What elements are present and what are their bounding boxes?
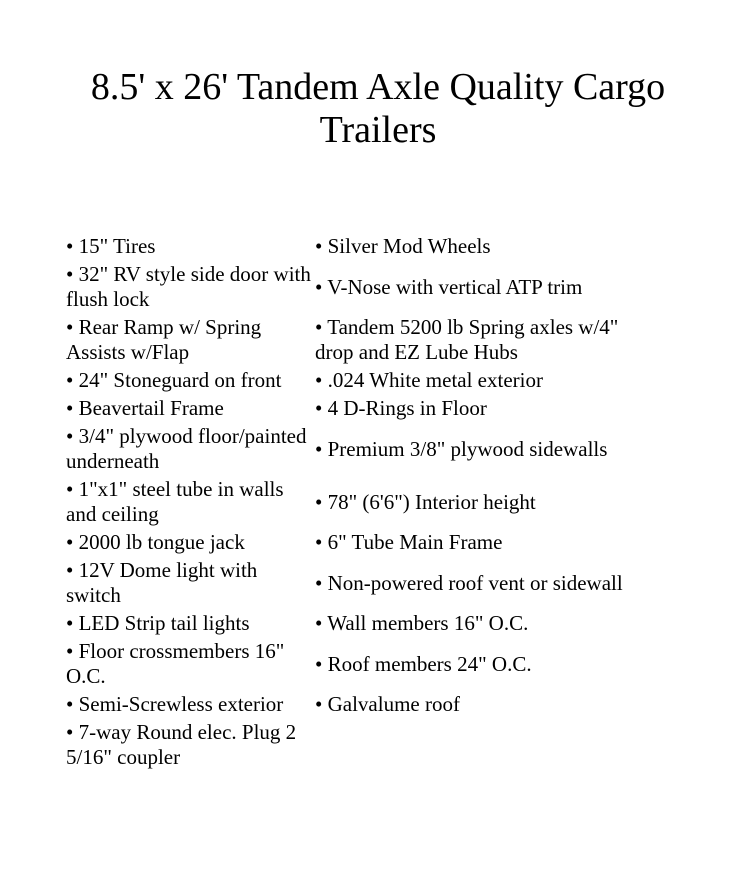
feature-cell-left [66, 422, 315, 475]
page-title: 8.5' x 26' Tandem Axle Quality Cargo Trailers [90, 66, 666, 151]
features-table-body [66, 232, 630, 771]
feature-cell-right [315, 556, 630, 609]
bullet-icon: • [315, 368, 323, 392]
bullet-icon: • [315, 489, 323, 514]
bullet-icon: • [315, 234, 323, 258]
bullet-icon: • [66, 639, 74, 663]
feature-cell-left [66, 528, 315, 556]
feature-cell-right [315, 232, 630, 260]
feature-cell-left [66, 637, 315, 690]
feature-text: 3/4" plywood floor/painted underneath [66, 424, 307, 473]
feature-text: Floor crossmembers 16" O.C. [66, 639, 285, 688]
feature-row [66, 422, 630, 475]
bullet-icon: • [66, 611, 74, 635]
bullet-icon: • [315, 651, 323, 676]
feature-cell-right [315, 313, 630, 366]
feature-cell-left [66, 366, 315, 394]
bullet-icon: • [315, 692, 323, 716]
feature-cell-left [66, 394, 315, 422]
feature-row [66, 528, 630, 556]
feature-text: Rear Ramp w/ Spring Assists w/Flap [66, 315, 262, 364]
feature-cell-right [315, 394, 630, 422]
bullet-icon: • [66, 424, 74, 448]
feature-cell-left [66, 609, 315, 637]
bullet-icon: • [315, 396, 323, 420]
feature-row [66, 690, 630, 718]
bullet-icon: • [315, 611, 323, 635]
feature-text: 6" Tube Main Frame [327, 530, 503, 554]
feature-text: Premium 3/8" plywood sidewalls [327, 436, 608, 461]
feature-cell-left [66, 718, 315, 771]
feature-text: 24" Stoneguard on front [78, 368, 282, 392]
feature-row [66, 260, 630, 313]
feature-row [66, 609, 630, 637]
features-table [66, 232, 630, 771]
bullet-icon: • [66, 558, 74, 582]
feature-text: Semi-Screwless exterior [78, 692, 284, 716]
bullet-icon: • [315, 530, 323, 554]
feature-text: 32" RV style side door with flush lock [66, 262, 311, 311]
feature-cell-left [66, 690, 315, 718]
feature-cell-right [315, 528, 630, 556]
feature-text: Non-powered roof vent or sidewall [327, 570, 623, 595]
feature-cell-left [66, 260, 315, 313]
bullet-icon: • [66, 262, 74, 286]
bullet-icon: • [315, 436, 323, 461]
bullet-icon: • [66, 477, 74, 501]
bullet-icon: • [66, 396, 74, 420]
feature-cell-left [66, 313, 315, 366]
bullet-icon: • [315, 570, 323, 595]
feature-text: 15" Tires [78, 234, 156, 258]
bullet-icon: • [66, 234, 74, 258]
bullet-icon: • [66, 720, 74, 744]
feature-cell-left [66, 556, 315, 609]
spec-sheet-page [0, 66, 756, 771]
bullet-icon: • [315, 315, 323, 339]
feature-text: 4 D-Rings in Floor [327, 396, 487, 420]
bullet-icon: • [66, 315, 74, 339]
feature-text: LED Strip tail lights [78, 611, 250, 635]
feature-row [66, 394, 630, 422]
feature-cell-left [66, 232, 315, 260]
feature-cell-right [315, 366, 630, 394]
feature-text: Silver Mod Wheels [327, 234, 491, 258]
feature-text: Roof members 24" O.C. [327, 651, 532, 676]
feature-text: 2000 lb tongue jack [78, 530, 245, 554]
feature-cell-right [315, 475, 630, 528]
feature-cell-right [315, 260, 630, 313]
feature-text: .024 White metal exterior [327, 368, 543, 392]
bullet-icon: • [315, 274, 323, 299]
feature-text: 1"x1" steel tube in walls and ceiling [66, 477, 284, 526]
feature-text: 12V Dome light with switch [66, 558, 258, 607]
feature-cell-right-empty [315, 718, 630, 771]
feature-row [66, 313, 630, 366]
feature-text: V-Nose with vertical ATP trim [327, 274, 583, 299]
feature-row [66, 556, 630, 609]
feature-cell-left [66, 475, 315, 528]
feature-cell-right [315, 609, 630, 637]
feature-row [66, 232, 630, 260]
bullet-icon: • [66, 692, 74, 716]
feature-cell-right [315, 690, 630, 718]
feature-row [66, 718, 630, 771]
feature-text: 7-way Round elec. Plug 2 5/16" coupler [66, 720, 297, 769]
feature-text: Beavertail Frame [78, 396, 224, 420]
feature-row [66, 637, 630, 690]
feature-text: Tandem 5200 lb Spring axles w/4" drop and EZ Lube Hubs [315, 315, 619, 364]
feature-row [66, 475, 630, 528]
feature-row [66, 366, 630, 394]
bullet-icon: • [66, 530, 74, 554]
feature-cell-right [315, 422, 630, 475]
feature-text: 78" (6'6") Interior height [327, 489, 536, 514]
feature-text: Wall members 16" O.C. [327, 611, 529, 635]
feature-text: Galvalume roof [327, 692, 460, 716]
feature-cell-right [315, 637, 630, 690]
bullet-icon: • [66, 368, 74, 392]
